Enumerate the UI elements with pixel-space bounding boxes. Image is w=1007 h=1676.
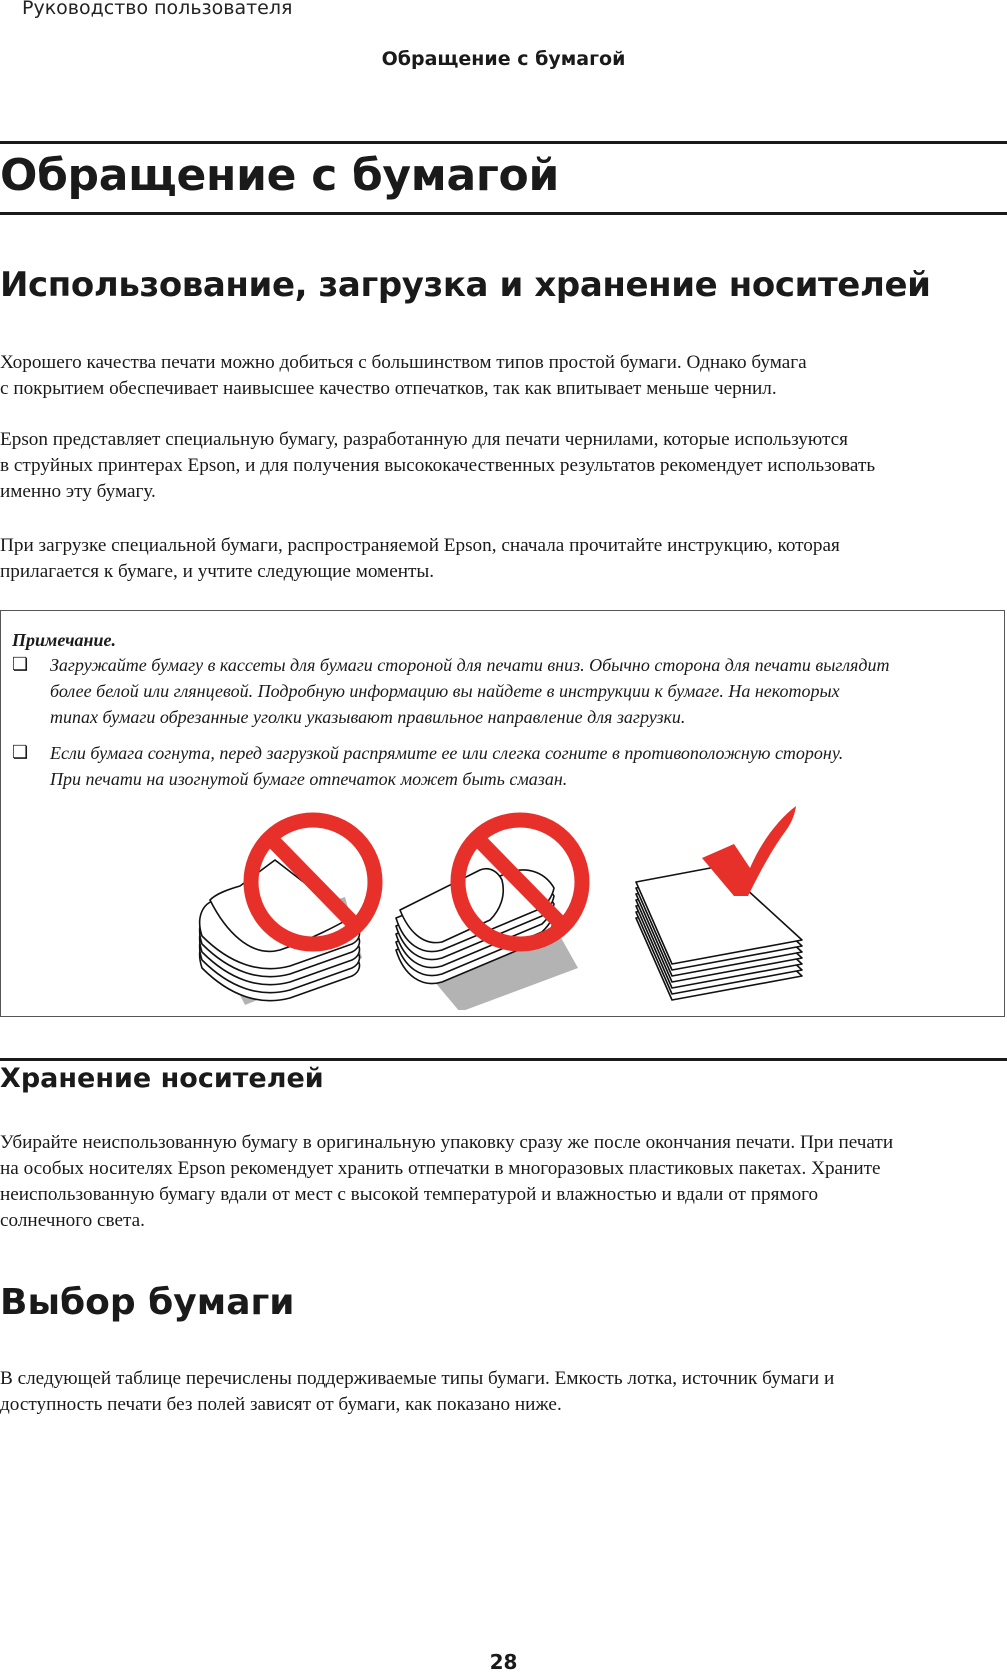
checkbox-bullet-icon: ❏ xyxy=(12,654,29,675)
note-line: типах бумаги обрезанные уголки указывают правильное направление для загрузки. xyxy=(50,707,686,727)
note-line: При печати на изогнутой бумаге отпечаток может быть смазан. xyxy=(50,769,568,789)
paragraph-usage-3 xyxy=(0,533,1007,585)
checkbox-bullet-icon: ❏ xyxy=(12,742,29,763)
paragraph-line: в струйных принтерах Epson, и для получения высококачественных результатов рекомендует использовать xyxy=(0,455,876,476)
flat-paper-stack-icon xyxy=(636,866,802,1000)
note-title: Примечание. xyxy=(12,630,117,650)
section-title-storage: Хранение носителей xyxy=(0,1063,324,1094)
page-number: 28 xyxy=(489,1650,518,1674)
section-header: Обращение с бумагой xyxy=(381,48,626,70)
paragraph-storage xyxy=(0,1130,1007,1234)
note-item xyxy=(12,652,1002,732)
note-line: Если бумага согнута, перед загрузкой распрямите ее или слегка согните в противоположную сторону. xyxy=(50,743,844,763)
paragraph-line: Epson представляет специальную бумагу, разработанную для печати чернилами, которые используются xyxy=(0,429,848,450)
chapter-top-rule xyxy=(0,141,1007,144)
note-line: более белой или глянцевой. Подробную информацию вы найдете в инструкции к бумаге. На некоторых xyxy=(50,681,840,701)
paragraph-line: солнечного света. xyxy=(0,1210,145,1231)
paper-loading-illustration xyxy=(190,800,810,1010)
paragraph-line: Хорошего качества печати можно добиться с большинством типов простой бумаги. Однако бумага xyxy=(0,352,807,373)
note-line: Загружайте бумагу в кассеты для бумаги стороной для печати вниз. Обычно сторона для печати выглядит xyxy=(50,655,890,675)
paragraph-line: на особых носителях Epson рекомендует хранить отпечатки в многоразовых пластиковых пакетах. Храните xyxy=(0,1158,881,1179)
paragraph-line: В следующей таблице перечислены поддерживаемые типы бумаги. Емкость лотка, источник бумаги и xyxy=(0,1368,835,1389)
paragraph-line: доступность печати без полей зависят от бумаги, как показано ниже. xyxy=(0,1394,562,1415)
chapter-bottom-rule xyxy=(0,212,1007,215)
chapter-title: Обращение с бумагой xyxy=(0,150,559,201)
paragraph-line: именно эту бумагу. xyxy=(0,481,156,502)
paragraph-usage-1 xyxy=(0,350,1007,402)
paragraph-line: прилагается к бумаге, и учтите следующие моменты. xyxy=(0,561,435,582)
paragraph-line: неиспользованную бумагу вдали от мест с высокой температурой и влажностью и вдали от прямого xyxy=(0,1184,819,1205)
paragraph-usage-2 xyxy=(0,427,1007,505)
note-item xyxy=(12,740,1002,796)
section-rule-storage xyxy=(0,1058,1007,1061)
section-title-choice: Выбор бумаги xyxy=(0,1282,295,1323)
paragraph-line: Убирайте неиспользованную бумагу в оригинальную упаковку сразу же после окончания печати. При печати xyxy=(0,1132,894,1153)
paragraph-choice xyxy=(0,1366,1007,1418)
paragraph-line: При загрузке специальной бумаги, распространяемой Epson, сначала прочитайте инструкцию, которая xyxy=(0,535,840,556)
paragraph-line: с покрытием обеспечивает наивысшее качество отпечатков, так как впитывает меньше чернил. xyxy=(0,378,777,399)
running-head: Руководство пользователя xyxy=(22,0,293,19)
section-title-usage: Использование, загрузка и хранение носителей xyxy=(0,265,931,305)
